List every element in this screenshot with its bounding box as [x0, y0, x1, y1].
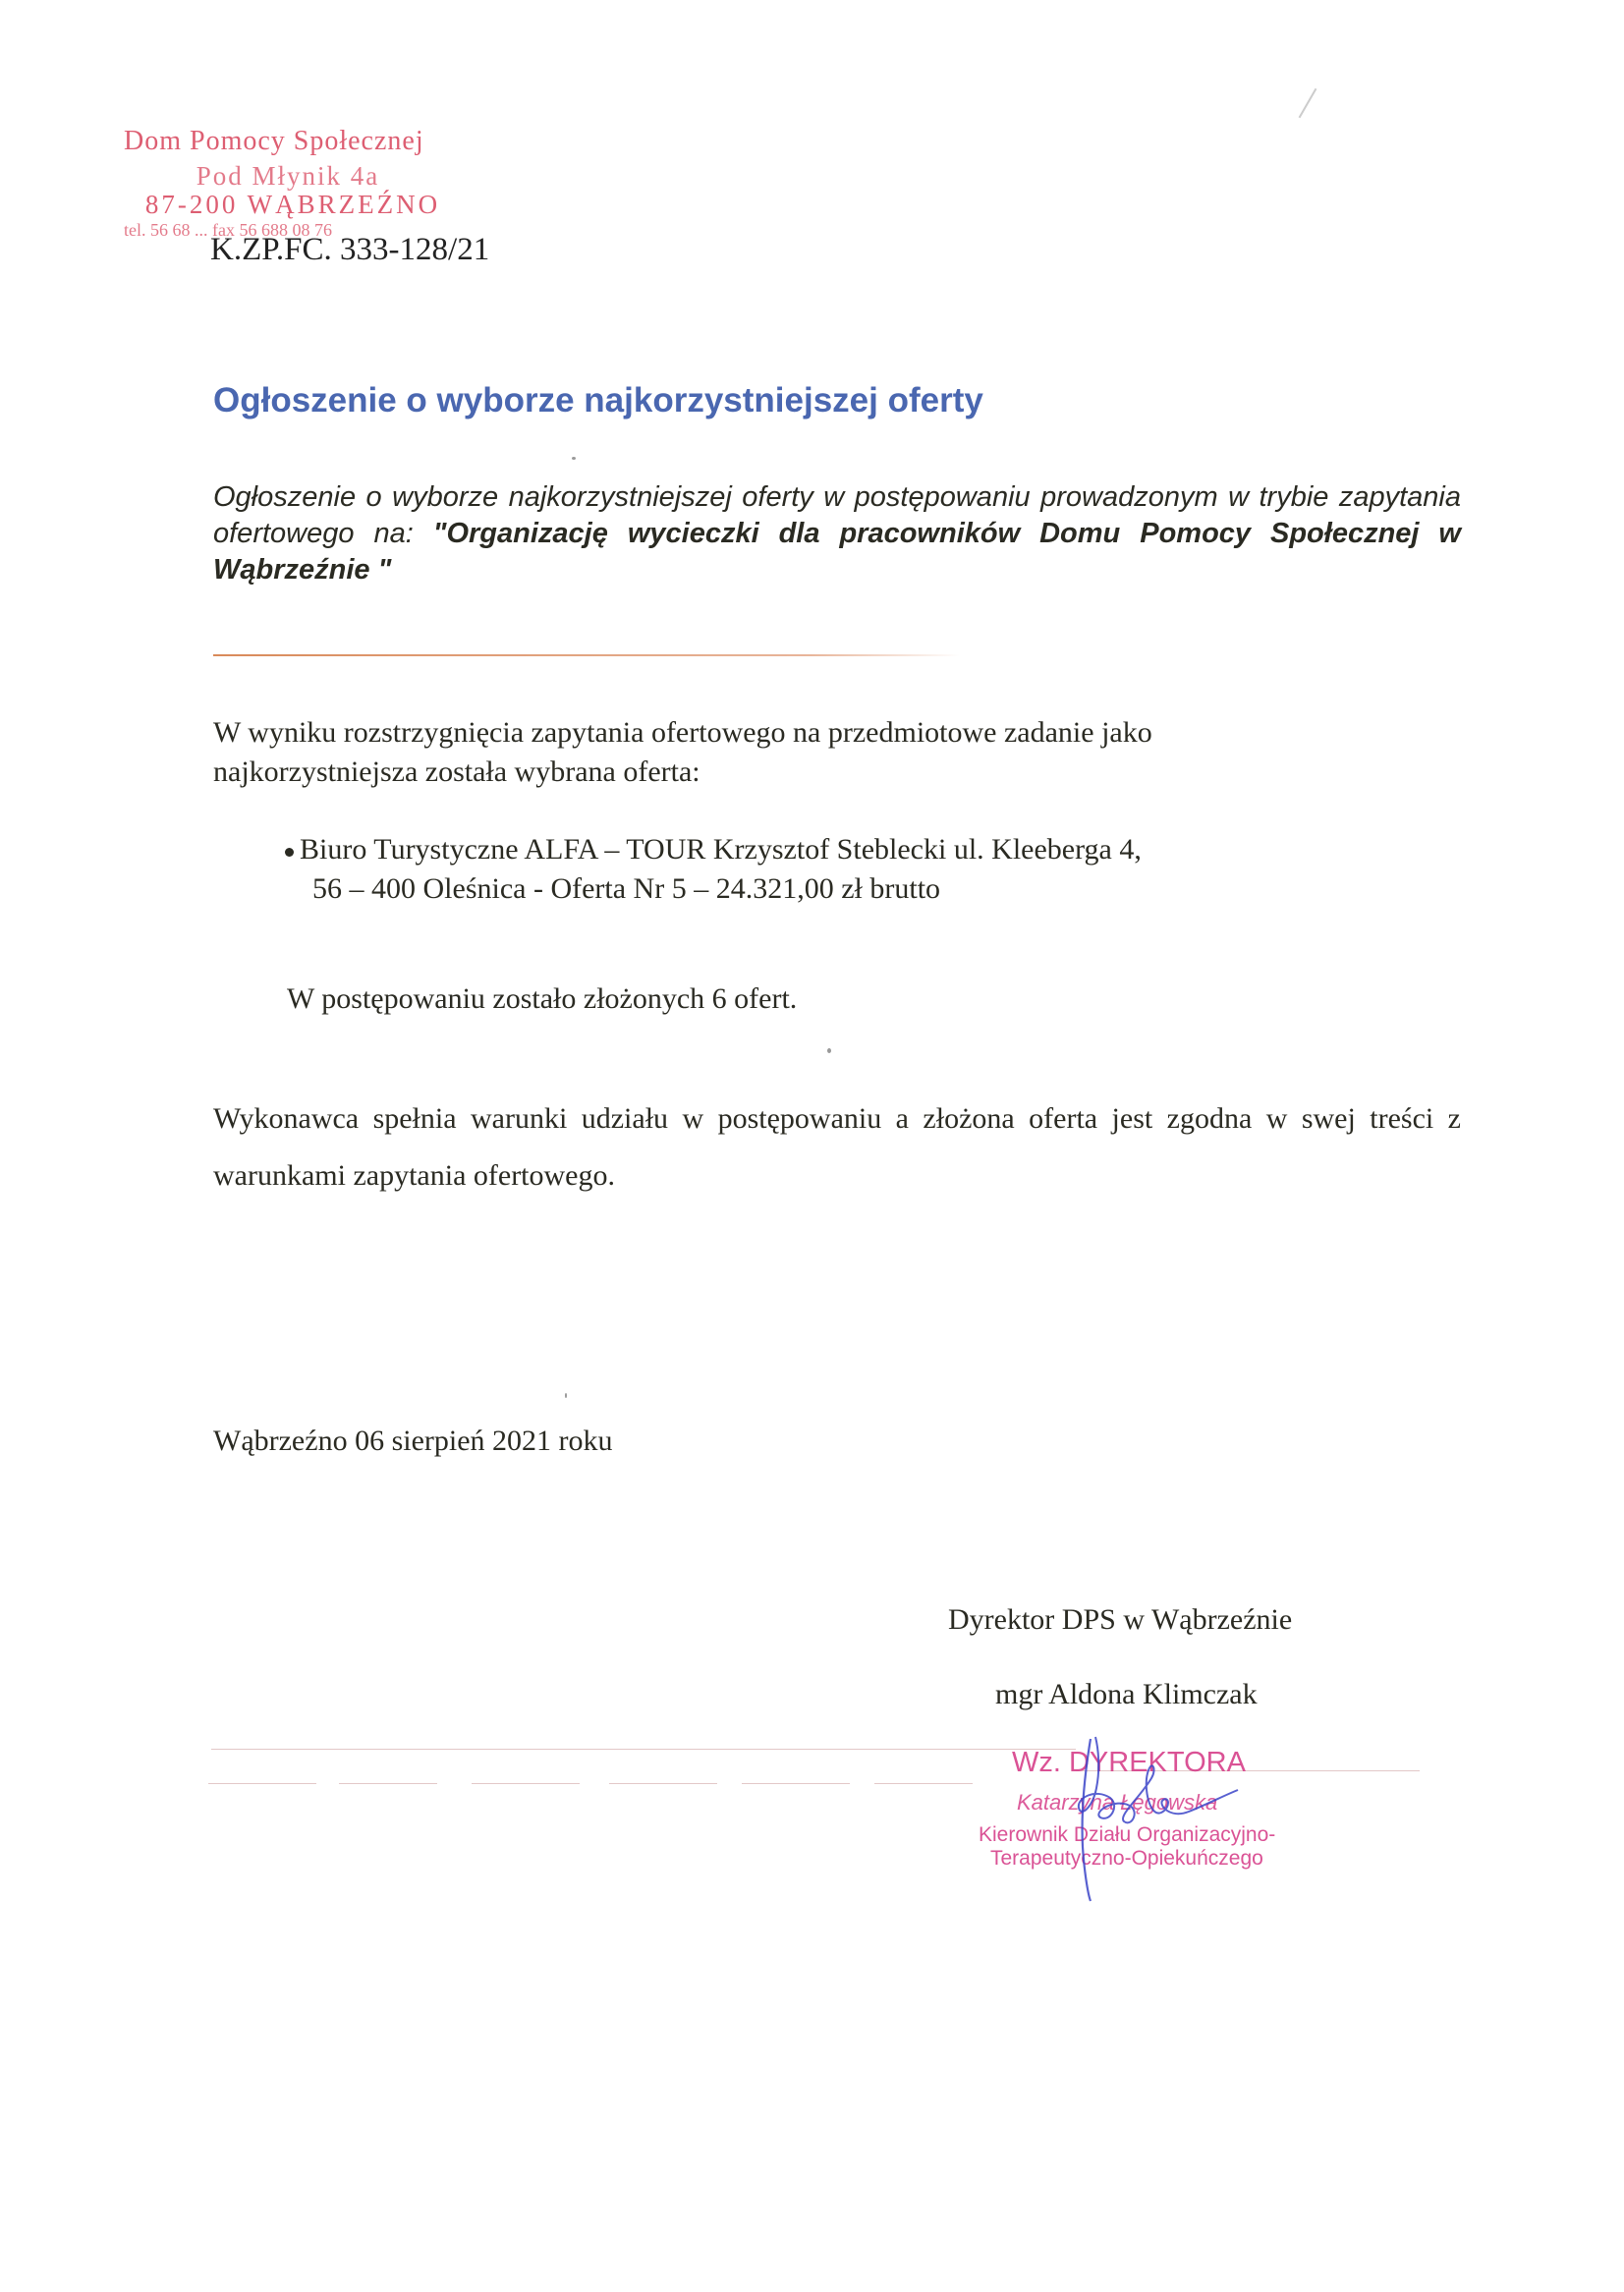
reference-number: K.ZP.FC. 333-128/21	[210, 232, 490, 267]
faint-line	[208, 1783, 316, 1784]
intro-text: Ogłoszenie o wyborze najkorzystniejszej oferty w postępowaniu prowadzonym w trybie zapytania ofertowego na:	[213, 481, 1461, 549]
document-title: Ogłoszenie o wyborze najkorzystniejszej oferty	[213, 381, 983, 419]
scan-speck	[827, 1048, 831, 1053]
separator-line	[213, 654, 960, 656]
signer-title: Dyrektor DPS w Wąbrzeźnie	[948, 1603, 1293, 1636]
scan-speck	[565, 1393, 567, 1398]
result-paragraph: W wyniku rozstrzygnięcia zapytania ofertowego na przedmiotowe zadanie jako najkorzystniejsza została wybrana oferta:	[213, 716, 1152, 788]
faint-line	[211, 1749, 1076, 1750]
offer-line-2: 56 – 400 Oleśnica - Oferta Nr 5 – 24.321,00 zł brutto	[312, 872, 941, 905]
stamp-role-line-2: Terapeutyczno-Opiekuńczego	[990, 1847, 1263, 1870]
handwritten-signature-icon	[1041, 1729, 1297, 1906]
selected-offer-item	[285, 830, 1326, 909]
offers-count-text: W postępowaniu zostało złożonych 6 ofert.	[287, 982, 798, 1015]
stamp-institution-name: Dom Pomocy Społecznej	[124, 126, 424, 156]
scan-speck	[572, 457, 576, 460]
institution-stamp	[116, 126, 529, 241]
bullet-icon	[285, 848, 294, 857]
date-line: Wąbrzeźno 06 sierpień 2021 roku	[213, 1425, 613, 1457]
faint-line	[472, 1783, 580, 1784]
signer-name: mgr Aldona Klimczak	[995, 1678, 1258, 1710]
stamp-phone: tel. 56 68 ... fax 56 688 08 76	[124, 220, 332, 240]
offer-line-1: Biuro Turystyczne ALFA – TOUR Krzysztof Steblecki ul. Kleeberga 4,	[300, 833, 1142, 866]
intro-subject: "Organizację wycieczki dla pracowników Domu Pomocy Społecznej w Wąbrzeźnie "	[213, 518, 1461, 586]
stamp-city: 87-200 WĄBRZEŹNO	[144, 190, 441, 219]
intro-paragraph	[213, 479, 1461, 588]
stamp-role-line-1: Kierownik Działu Organizacyjno-	[979, 1823, 1276, 1846]
stamp-person-name: Katarzyna Łęgowska	[1017, 1790, 1218, 1815]
stamp-street: Pod Młynik 4a	[196, 161, 380, 191]
compliance-paragraph: Wykonawca spełnia warunki udziału w postępowaniu a złożona oferta jest zgodna w swej treści z warunkami zapytania ofertowego.	[213, 1102, 1461, 1192]
faint-line	[874, 1783, 973, 1784]
faint-line	[339, 1783, 437, 1784]
stamp-on-behalf: Wz. DYREKTORA	[1012, 1747, 1246, 1778]
faint-line	[609, 1783, 717, 1784]
scan-mark	[1299, 88, 1317, 118]
faint-line	[742, 1783, 850, 1784]
